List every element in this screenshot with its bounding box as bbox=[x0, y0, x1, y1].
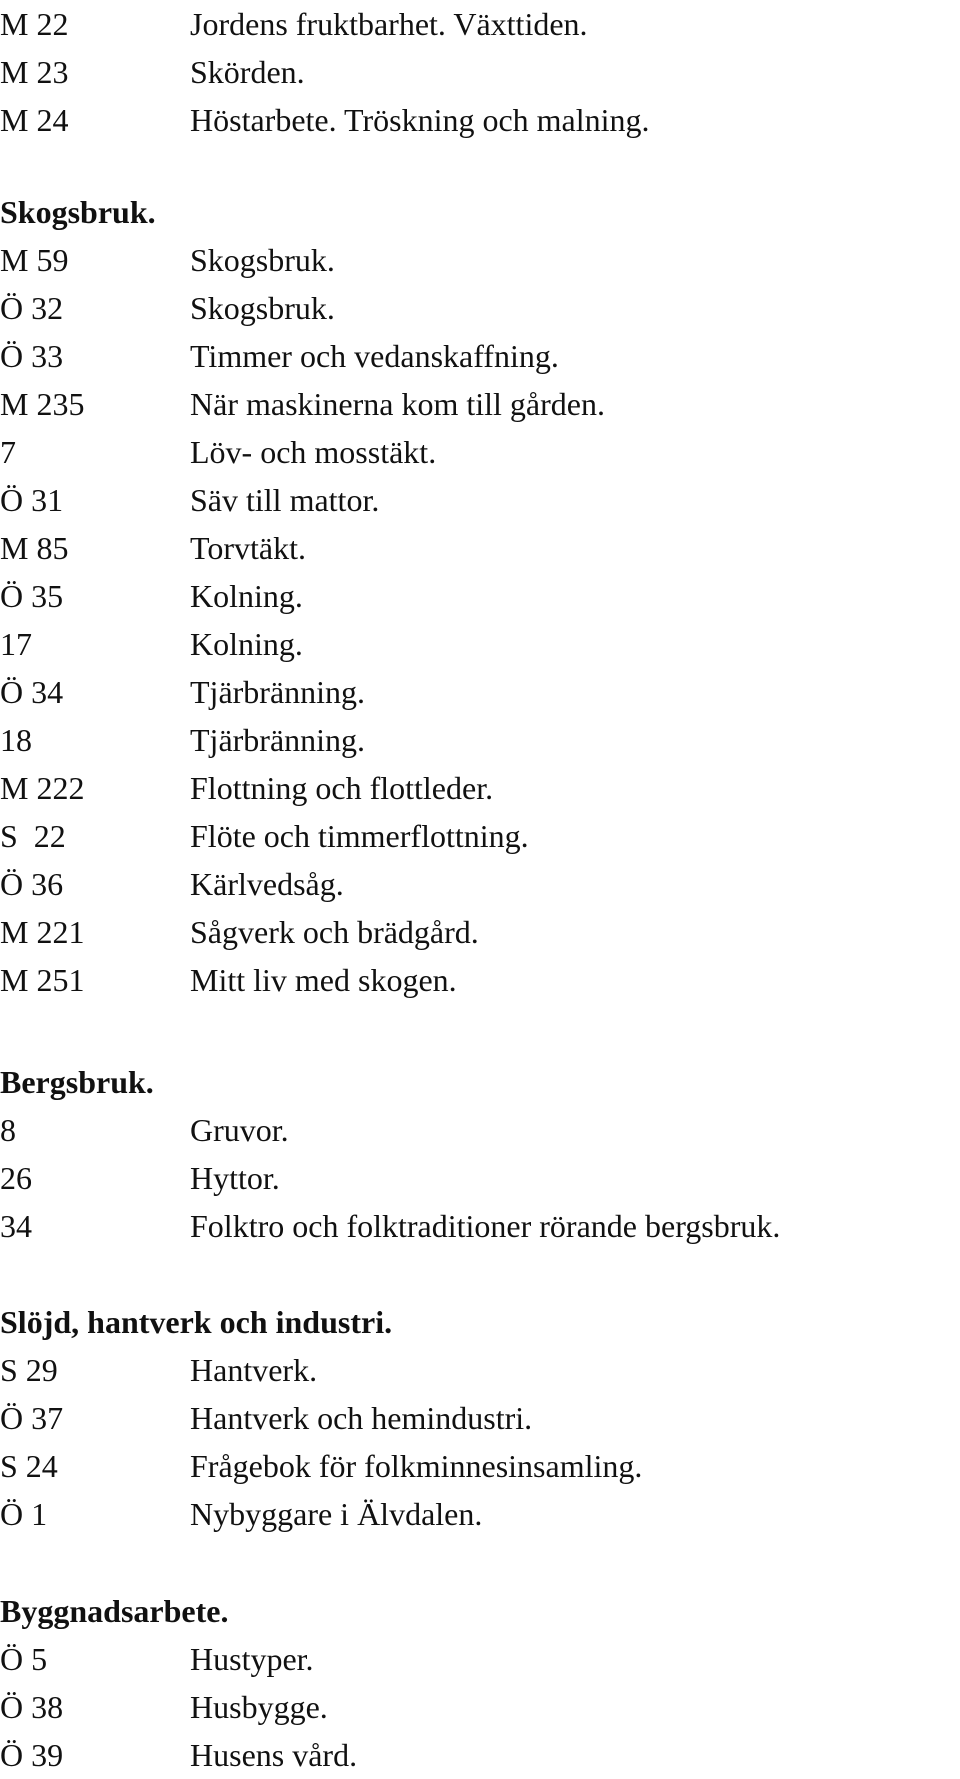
list-item bbox=[0, 1202, 960, 1250]
entry-code: M 251 bbox=[0, 962, 85, 998]
entry-code: Ö 37 bbox=[0, 1400, 64, 1436]
entry-title: Gruvor. bbox=[190, 1112, 289, 1148]
entry-code: M 221 bbox=[0, 914, 85, 950]
entry-title: Skörden. bbox=[190, 54, 305, 90]
entry-code: 26 bbox=[0, 1160, 32, 1196]
entry-code: M 235 bbox=[0, 386, 85, 422]
entry-code: M 24 bbox=[0, 102, 69, 138]
entry-title: Husens vård. bbox=[190, 1737, 358, 1773]
entry-code: S 24 bbox=[0, 1448, 58, 1484]
section-byggnadsarbete bbox=[0, 1587, 960, 1779]
entry-code: M 22 bbox=[0, 6, 69, 42]
entry-code: Ö 39 bbox=[0, 1737, 64, 1773]
entry-title: Sågverk och brädgård. bbox=[190, 914, 479, 950]
list-item bbox=[0, 476, 960, 524]
entry-code: 18 bbox=[0, 722, 32, 758]
list-item bbox=[0, 956, 960, 1004]
list-item bbox=[0, 1106, 960, 1154]
list-item bbox=[0, 1346, 960, 1394]
list-item bbox=[0, 1442, 960, 1490]
entry-title: Frågebok för folkminnesinsamling. bbox=[190, 1448, 643, 1484]
list-item bbox=[0, 48, 960, 96]
entry-code: Ö 32 bbox=[0, 290, 64, 326]
list-item bbox=[0, 668, 960, 716]
entry-title: Torvtäkt. bbox=[190, 530, 306, 566]
entry-code: M 23 bbox=[0, 54, 69, 90]
entry-title: Tjärbränning. bbox=[190, 674, 366, 710]
list-item bbox=[0, 1394, 960, 1442]
entry-title: Hustyper. bbox=[190, 1641, 314, 1677]
list-item bbox=[0, 572, 960, 620]
list-item bbox=[0, 236, 960, 284]
entry-title: Säv till mattor. bbox=[190, 482, 380, 518]
entry-title: Folktro och folktraditioner rörande bergsbruk. bbox=[190, 1208, 781, 1244]
list-item bbox=[0, 0, 960, 48]
entry-title: Kolning. bbox=[190, 578, 303, 614]
entry-title: Jordens fruktbarhet. Växttiden. bbox=[190, 6, 588, 42]
entry-code: 8 bbox=[0, 1112, 16, 1148]
entry-title: Flottning och flottleder. bbox=[190, 770, 494, 806]
entry-code: Ö 31 bbox=[0, 482, 64, 518]
entry-code: S 22 bbox=[0, 818, 66, 854]
list-item bbox=[0, 284, 960, 332]
list-item bbox=[0, 908, 960, 956]
entry-title: Hyttor. bbox=[190, 1160, 280, 1196]
entry-title: Höstarbete. Tröskning och malning. bbox=[190, 102, 650, 138]
section-skogsbruk bbox=[0, 188, 960, 1004]
entry-code: M 85 bbox=[0, 530, 69, 566]
entry-code: M 59 bbox=[0, 242, 69, 278]
section-bergsbruk bbox=[0, 1058, 960, 1250]
section-slojd bbox=[0, 1298, 960, 1538]
list-item bbox=[0, 1731, 960, 1779]
list-item bbox=[0, 1154, 960, 1202]
entry-title: Husbygge. bbox=[190, 1689, 328, 1725]
entry-code: Ö 34 bbox=[0, 674, 64, 710]
entry-title: Tjärbränning. bbox=[190, 722, 366, 758]
entry-title: Skogsbruk. bbox=[190, 290, 335, 326]
list-item bbox=[0, 428, 960, 476]
entry-code: Ö 1 bbox=[0, 1496, 48, 1532]
entry-title: Hantverk och hemindustri. bbox=[190, 1400, 533, 1436]
entry-code: Ö 5 bbox=[0, 1641, 48, 1677]
list-item bbox=[0, 716, 960, 764]
entry-title: Flöte och timmerflottning. bbox=[190, 818, 529, 854]
list-item bbox=[0, 1635, 960, 1683]
list-item bbox=[0, 1490, 960, 1538]
entry-title: Mitt liv med skogen. bbox=[190, 962, 457, 998]
top-entries bbox=[0, 0, 960, 144]
section-heading: Skogsbruk. bbox=[0, 194, 156, 230]
entry-title: Kärlvedsåg. bbox=[190, 866, 344, 902]
list-item bbox=[0, 1683, 960, 1731]
list-item bbox=[0, 860, 960, 908]
entry-code: Ö 36 bbox=[0, 866, 64, 902]
entry-code: Ö 33 bbox=[0, 338, 64, 374]
list-item bbox=[0, 96, 960, 144]
entry-code: S 29 bbox=[0, 1352, 58, 1388]
list-item bbox=[0, 332, 960, 380]
entry-title: Nybyggare i Älvdalen. bbox=[190, 1496, 483, 1532]
list-item bbox=[0, 812, 960, 860]
list-item bbox=[0, 524, 960, 572]
section-heading: Bergsbruk. bbox=[0, 1064, 154, 1100]
entry-title: Skogsbruk. bbox=[190, 242, 335, 278]
list-item bbox=[0, 764, 960, 812]
entry-code: 7 bbox=[0, 434, 16, 470]
entry-code: Ö 38 bbox=[0, 1689, 64, 1725]
entry-code: Ö 35 bbox=[0, 578, 64, 614]
entry-code: M 222 bbox=[0, 770, 85, 806]
section-heading: Slöjd, hantverk och industri. bbox=[0, 1304, 393, 1340]
entry-code: 17 bbox=[0, 626, 32, 662]
entry-title: Kolning. bbox=[190, 626, 303, 662]
entry-title: När maskinerna kom till gården. bbox=[190, 386, 605, 422]
list-item bbox=[0, 380, 960, 428]
entry-title: Hantverk. bbox=[190, 1352, 318, 1388]
entry-title: Löv- och mosstäkt. bbox=[190, 434, 437, 470]
entry-title: Timmer och vedanskaffning. bbox=[190, 338, 559, 374]
list-item bbox=[0, 620, 960, 668]
entry-code: 34 bbox=[0, 1208, 32, 1244]
section-heading: Byggnadsarbete. bbox=[0, 1593, 229, 1629]
